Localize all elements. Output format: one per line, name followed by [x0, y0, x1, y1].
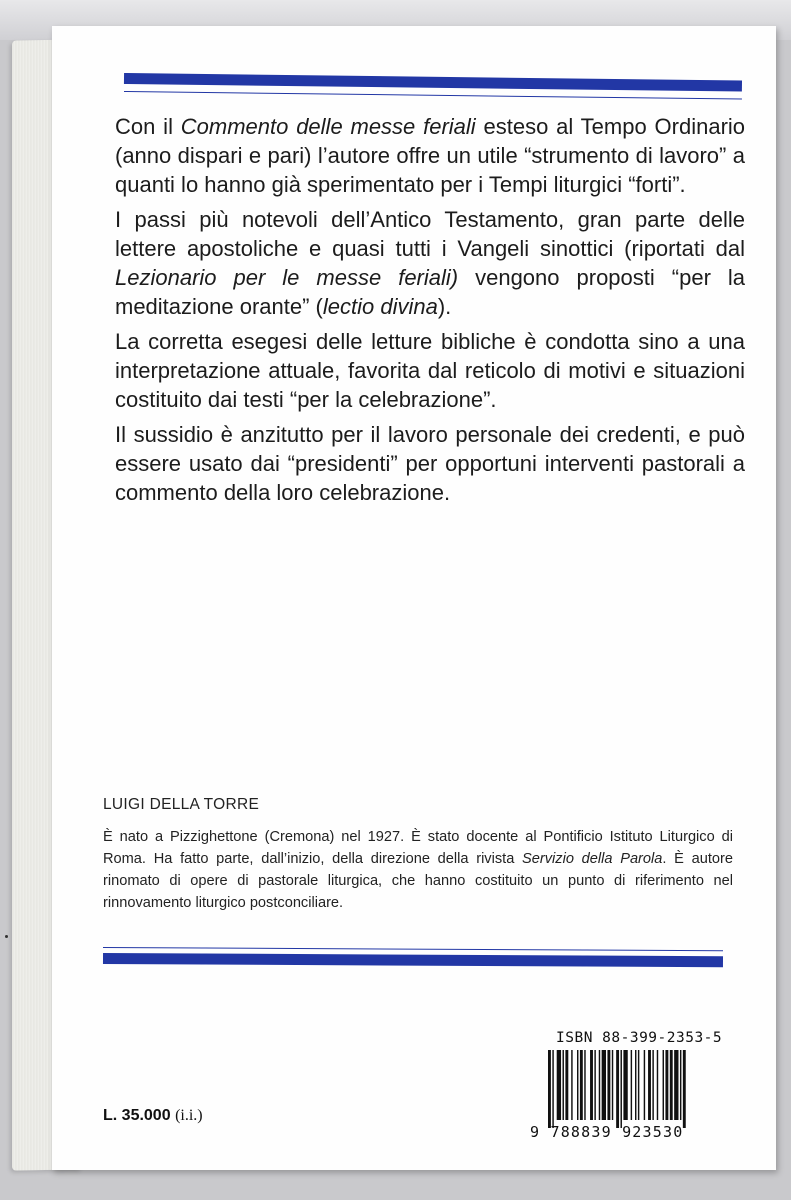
barcode-bar: [652, 1050, 653, 1120]
barcode-bar: [623, 1050, 627, 1120]
barcode-bar: [644, 1050, 645, 1120]
barcode-bar: [594, 1050, 595, 1120]
isbn-label: ISBN 88-399-2353-5: [556, 1030, 723, 1046]
barcode-bar: [565, 1050, 568, 1120]
book-title-italic: Commento delle messe feriali: [180, 114, 476, 139]
barcode-bar: [674, 1050, 678, 1120]
bio-start: È nato a Pizzighettone (Cremona) nel 1927. È stato docente al Pontificio Istituto Liturgico di Roma. Ha fatto parte, dall’inizio, della direzione della rivista: [103, 829, 733, 867]
barcode-bar: [602, 1050, 606, 1120]
barcode-bar: [584, 1050, 585, 1120]
blurb-p2-end: ).: [437, 294, 452, 319]
barcode-bar: [635, 1050, 636, 1120]
barcode-bar: [648, 1050, 651, 1120]
barcode-bar: [599, 1050, 600, 1120]
author-name: LUIGI DELLA TORRE: [103, 796, 260, 813]
blurb-p1-end: esteso al Tempo Ordinario (anno dispari e pari) l’autore offre un utile “strumento di lavoro” a quanti lo hanno già sperimentato per i Tempi liturgici “forti”.: [115, 114, 746, 197]
journal-title-italic: Servizio della Parola: [522, 851, 663, 867]
barcode-bar: [607, 1050, 610, 1120]
bio-end: . È autore rinomato di opere di pastorale liturgica, che hanno costituito un punto di riferimento nel rinnovamento liturgico postconciliare.: [103, 851, 733, 911]
blurb-paragraph-3: La corretta esegesi delle letture bibliche è condotta sino a una interpretazione attuale, favorita dal reticolo di motivi e situazioni costituito dai testi “per la celebrazione”.: [115, 329, 745, 412]
author-bio: [103, 826, 733, 914]
barcode-bar: [552, 1050, 553, 1128]
price: [103, 1107, 203, 1125]
blurb-text: [115, 112, 745, 513]
barcode-bar: [563, 1050, 564, 1120]
price-amount: L. 35.000: [103, 1107, 171, 1124]
blurb-p1-start: Con il: [115, 114, 181, 139]
lectio-divina-italic: lectio divina: [322, 294, 438, 319]
barcode-bars: [548, 1050, 730, 1128]
barcode-bar: [577, 1050, 578, 1120]
barcode-bar: [590, 1050, 593, 1120]
barcode-bar: [638, 1050, 639, 1120]
barcode-bar: [571, 1050, 572, 1120]
blurb-paragraph-4: Il sussidio è anzitutto per il lavoro personale dei credenti, e può essere usato dai “presidenti” per opportuni interventi pastorali a commento della loro celebrazione.: [115, 422, 745, 505]
barcode: [530, 1050, 730, 1145]
blurb-paragraph-2: [115, 205, 745, 321]
price-note: (i.i.): [175, 1107, 203, 1124]
blurb-p2-start: I passi più notevoli dell’Antico Testamento, gran parte delle lettere apostoliche e quasi tutti i Vangeli sinottici (riportati dal: [115, 207, 745, 261]
barcode-digits: 9 788839 923530: [530, 1123, 684, 1141]
barcode-bar: [616, 1050, 619, 1128]
speck: [5, 935, 8, 938]
blurb-paragraph-1: [115, 112, 745, 199]
blurb-p2-mid: vengono proposti “per la meditazione orante” (: [115, 265, 746, 319]
barcode-bar: [665, 1050, 668, 1120]
barcode-bar: [663, 1050, 664, 1120]
barcode-bar: [580, 1050, 583, 1120]
barcode-bar: [557, 1050, 561, 1120]
barcode-bar: [683, 1050, 686, 1128]
barcode-bar: [621, 1050, 622, 1128]
barcode-bar: [680, 1050, 681, 1120]
lezionario-title-italic: Lezionario per le messe feriali): [115, 265, 459, 290]
barcode-bar: [657, 1050, 658, 1120]
barcode-bar: [548, 1050, 551, 1128]
barcode-bar: [670, 1050, 673, 1120]
barcode-bar: [612, 1050, 613, 1120]
barcode-bar: [631, 1050, 632, 1120]
